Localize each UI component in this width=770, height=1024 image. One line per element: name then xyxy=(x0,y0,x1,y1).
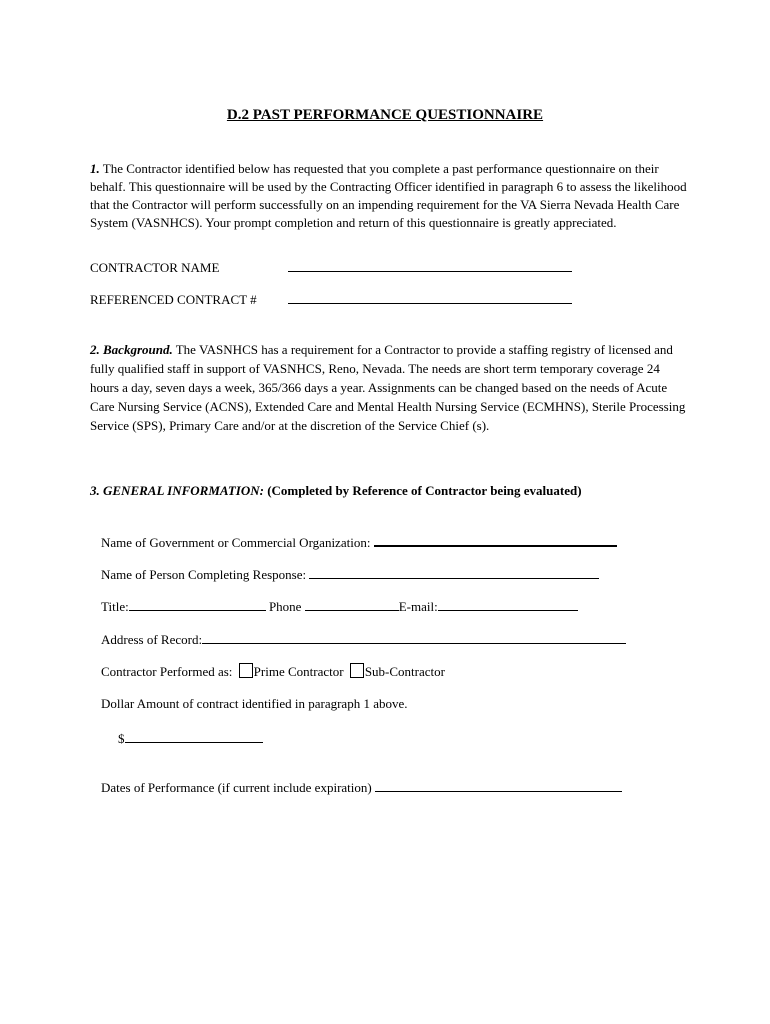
organization-label: Name of Government or Commercial Organization: xyxy=(101,535,374,550)
contractor-name-field[interactable] xyxy=(288,258,572,272)
title-field[interactable] xyxy=(129,597,266,611)
section-3-heading-note: (Completed by Reference of Contractor being evaluated) xyxy=(263,483,582,498)
dollar-amount-row xyxy=(101,695,407,713)
title-label: Title: xyxy=(101,599,129,614)
email-field[interactable] xyxy=(438,597,578,611)
address-field[interactable] xyxy=(202,630,626,644)
dates-of-performance-field[interactable] xyxy=(375,778,622,792)
person-completing-label: Name of Person Completing Response: xyxy=(101,567,310,582)
contractor-name-label: CONTRACTOR NAME xyxy=(90,260,220,275)
phone-label: Phone xyxy=(265,599,305,614)
section-1-text: The Contractor identified below has requested that you complete a past performance questionnaire on their behalf. This questionnaire will be used by the Contracting Officer identified in paragraph 6 to assess the likelihood that the Contractor will perform successfully on an impending requirement for the VA Sierra Nevada Health Care System (VASNHCS). Your prompt completion and return of this questionnaire is greatly appreciated. xyxy=(90,161,687,230)
performed-as-row xyxy=(101,663,445,681)
dollar-amount-field[interactable] xyxy=(125,729,263,743)
section-2-heading: 2. Background. xyxy=(90,342,173,357)
email-label: E-mail: xyxy=(398,599,438,614)
address-row xyxy=(101,630,626,649)
address-label: Address of Record: xyxy=(101,632,203,647)
referenced-contract-row xyxy=(90,290,572,309)
section-3-heading-title: 3. GENERAL INFORMATION: xyxy=(90,483,264,498)
dates-of-performance-row xyxy=(101,778,622,797)
section-3-heading xyxy=(90,482,582,500)
person-completing-field[interactable] xyxy=(309,565,599,579)
title-phone-email-row xyxy=(101,597,578,616)
referenced-contract-field[interactable] xyxy=(288,290,572,304)
document-title: D.2 PAST PERFORMANCE QUESTIONNAIRE xyxy=(226,107,544,123)
section-1-paragraph xyxy=(90,160,690,232)
sub-contractor-label: Sub-Contractor xyxy=(364,664,445,679)
sub-contractor-checkbox[interactable] xyxy=(350,663,364,678)
section-1-number: 1. xyxy=(90,161,100,176)
contractor-name-row xyxy=(90,258,572,277)
section-2-paragraph xyxy=(90,340,690,435)
organization-row xyxy=(101,532,617,552)
person-completing-row xyxy=(101,565,599,584)
dollar-input-row xyxy=(118,729,263,748)
organization-field[interactable] xyxy=(374,532,617,547)
dollar-sign: $ xyxy=(118,731,125,746)
phone-field[interactable] xyxy=(305,597,399,611)
performed-as-label: Contractor Performed as: xyxy=(101,664,236,679)
dollar-amount-label: Dollar Amount of contract identified in paragraph 1 above. xyxy=(101,696,408,711)
dates-of-performance-label: Dates of Performance (if current include expiration) xyxy=(101,780,375,795)
prime-contractor-checkbox[interactable] xyxy=(239,663,253,678)
prime-contractor-label: Prime Contractor xyxy=(253,664,347,679)
section-2-text: The VASNHCS has a requirement for a Contractor to provide a staffing registry of licensed and fully qualified staff in support of VASNHCS, Reno, Nevada. The needs are short term temporary coverage 24 hours a day, seven days a week, 365/366 days a year. Assignments can be changed based on the needs of Acute Care Nursing Service (ACNS), Extended Care and Mental Health Nursing Service (ECMHNS), Sterile Processing Service (SPS), Primary Care and/or at the discretion of the Service Chief (s). xyxy=(90,342,686,433)
referenced-contract-label: REFERENCED CONTRACT # xyxy=(90,292,257,307)
